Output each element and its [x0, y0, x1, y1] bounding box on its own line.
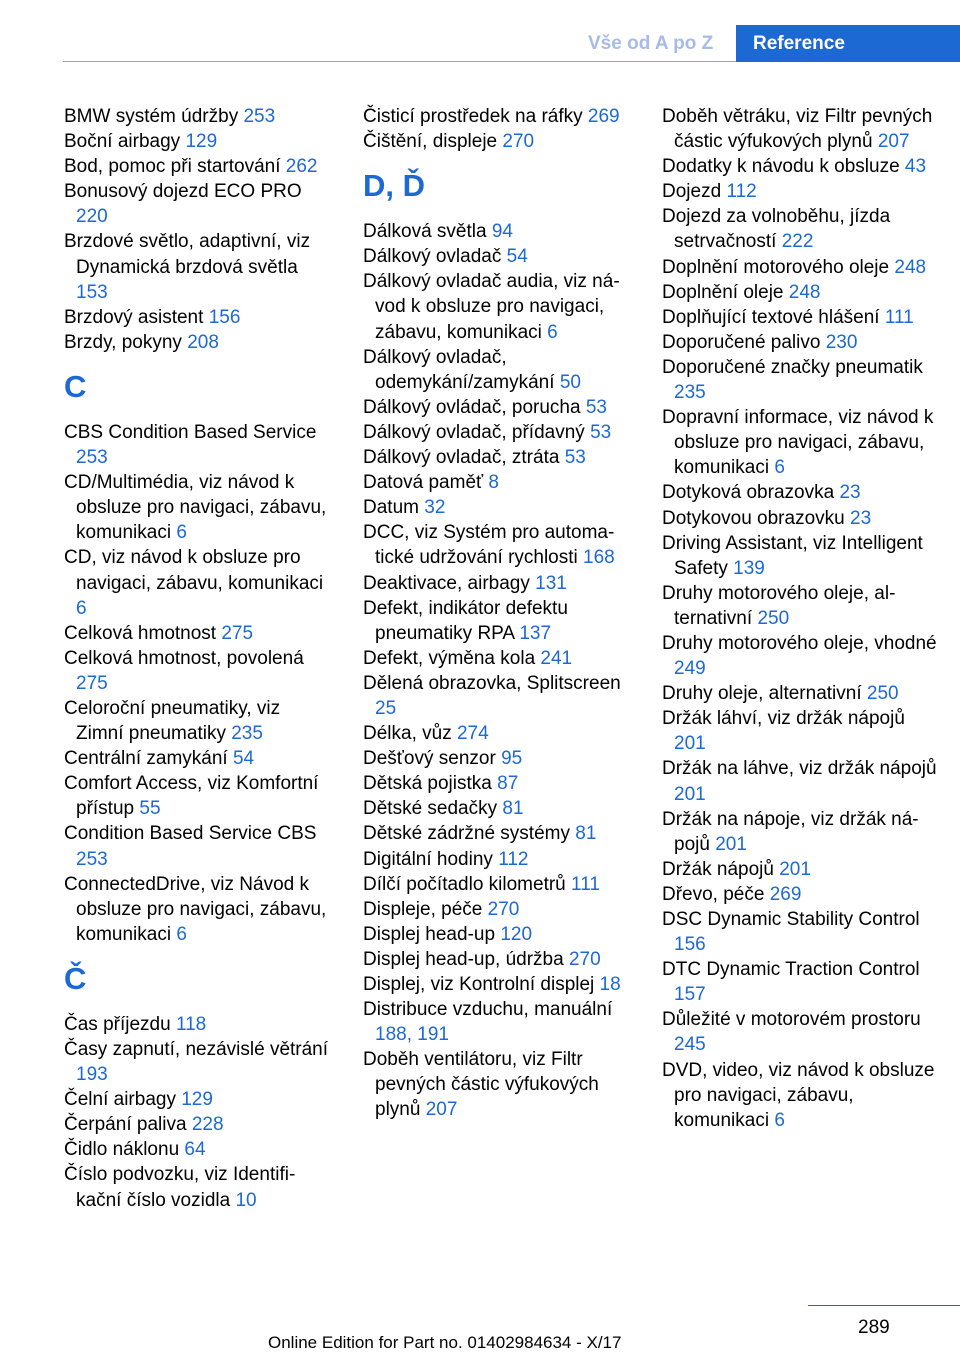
entry-term: Doplňující textové hlášení	[662, 306, 880, 328]
page-link[interactable]: 6	[76, 597, 87, 619]
entry-term: Držák láhví, viz držák nápojů	[662, 708, 905, 730]
page-link[interactable]: 153	[76, 281, 108, 303]
index-entry	[662, 531, 937, 581]
index-entry	[64, 1012, 329, 1037]
page-link[interactable]: 248	[788, 281, 821, 303]
page-link[interactable]: 241	[540, 647, 573, 669]
entry-term: CD/Multimédia, viz návod k obsluze pro navigaci, zábavu, komunikaci	[64, 472, 327, 544]
index-letter-heading: C	[64, 368, 87, 404]
index-entry	[363, 219, 628, 244]
page-link[interactable]: 235	[674, 382, 706, 404]
entry-term: Boční airbagy	[64, 131, 181, 153]
index-entry	[64, 129, 329, 154]
index-entry	[363, 495, 628, 520]
entry-term: Čisticí prostředek na ráfky	[363, 106, 583, 127]
index-entry	[363, 972, 628, 997]
entry-term: Čas příjezdu	[64, 1013, 171, 1035]
entry-term: Dětské sedačky	[363, 798, 498, 820]
entry-term: Časy zapnutí, nezávislé větrání	[64, 1039, 329, 1060]
index-entry	[363, 269, 628, 344]
entry-term: Distribuce vzduchu, manuální	[363, 999, 613, 1021]
page-link[interactable]: 6	[774, 1109, 785, 1131]
page-link[interactable]: 6	[547, 321, 558, 343]
entry-term: Defekt, indikátor defektu pneumatiky RPA	[363, 597, 568, 644]
entry-term: Dodatky k návodu k obsluze	[662, 156, 900, 178]
page-link[interactable]: 8	[488, 472, 499, 494]
page-link[interactable]: 275	[76, 672, 108, 694]
page-link[interactable]: 18	[599, 974, 621, 995]
index-entry	[363, 997, 628, 1047]
page-link[interactable]: 253	[76, 848, 108, 870]
entry-term: Bod, pomoc při startování	[64, 156, 281, 178]
index-entry	[363, 771, 628, 796]
index-entry	[363, 520, 628, 570]
entry-term: Displej head-up, údržba	[363, 948, 564, 970]
index-entry	[662, 706, 937, 756]
index-entry	[363, 821, 628, 846]
entry-term: Dálkový ovladač, odemykání/zamykání	[363, 346, 555, 393]
page-link[interactable]: 10	[235, 1189, 257, 1211]
page-link[interactable]: 87	[497, 773, 519, 795]
entry-term: Dálková světla	[363, 221, 487, 243]
page-link[interactable]: 262	[285, 156, 318, 178]
index-entry	[363, 897, 628, 922]
index-entry	[662, 330, 937, 355]
index-entry	[662, 154, 937, 179]
page-link[interactable]: 112	[498, 848, 529, 870]
index-entry	[64, 179, 329, 229]
page-number: 289	[858, 1317, 890, 1338]
page-link[interactable]: 269	[587, 106, 620, 127]
entry-term: Doporučené palivo	[662, 331, 821, 353]
entry-term: Brzdové světlo, adaptivní, viz Dynamická brzdová světla	[64, 231, 311, 278]
index-entry	[662, 957, 937, 1007]
entry-term: Celková hmotnost	[64, 622, 217, 644]
index-entry	[363, 244, 628, 269]
index-entry	[64, 771, 329, 821]
entry-term: Druhy oleje, alternativní	[662, 683, 862, 705]
entry-term: Displeje, péče	[363, 898, 483, 920]
page-link[interactable]: 32	[424, 497, 446, 519]
page-link[interactable]: 156	[208, 306, 241, 328]
page-link[interactable]: 25	[375, 697, 397, 719]
entry-term: CBS Condition Based Service	[64, 421, 317, 443]
entry-term: Displej head-up	[363, 923, 496, 945]
page-link[interactable]: 111	[571, 873, 600, 895]
page-link[interactable]: 269	[769, 883, 802, 905]
entry-term: ConnectedDrive, viz Návod k obsluze pro navigaci, zábavu, komunikaci	[64, 873, 327, 945]
page-link[interactable]: 118	[175, 1013, 207, 1035]
entry-term: Dálkový ovládač, porucha	[363, 396, 581, 418]
index-entry	[64, 470, 329, 545]
page-link[interactable]: 274	[456, 723, 489, 745]
index-entry	[363, 395, 628, 420]
page-link[interactable]: 249	[674, 658, 706, 680]
entry-term: Celoroční pneumatiky, viz Zimní pneumatiky	[64, 697, 281, 745]
index-entry	[64, 330, 329, 355]
index-entry	[64, 545, 329, 620]
section-tab[interactable]: Vše od A po Z	[588, 33, 714, 54]
entry-term: Důležité v motorovém prostoru	[662, 1009, 921, 1031]
entry-term: Deaktivace, airbagy	[363, 572, 530, 594]
index-entry	[662, 1007, 937, 1057]
entry-term: Dojezd	[662, 181, 722, 203]
index-entry	[662, 631, 937, 681]
entry-term: Dotykovou obrazovku	[662, 507, 845, 529]
page-link[interactable]: 53	[564, 447, 586, 469]
index-letter-heading: D, Ď	[363, 168, 425, 204]
page-link[interactable]: 207	[425, 1099, 458, 1121]
index-entry	[662, 104, 937, 154]
page-link[interactable]: 53	[590, 421, 612, 443]
page-link[interactable]: 43	[904, 156, 927, 178]
index-entry	[64, 872, 329, 947]
entry-term: Digitální hodiny	[363, 848, 493, 870]
index-entry	[64, 1037, 329, 1087]
index-entry	[363, 420, 628, 445]
index-entry	[662, 907, 937, 957]
index-entry	[662, 882, 937, 907]
index-entry	[662, 506, 937, 531]
entry-term: Dětská pojistka	[363, 773, 492, 795]
page-link[interactable]: 94	[491, 221, 513, 243]
index-entry	[64, 696, 329, 746]
index-entry	[662, 1058, 937, 1133]
page-link[interactable]: 50	[559, 371, 581, 393]
entry-term: BMW systém údržby	[64, 106, 239, 127]
entry-term: Čidlo náklonu	[64, 1139, 180, 1161]
page-link[interactable]: 23	[850, 507, 872, 529]
index-entry	[662, 255, 937, 280]
index-entry	[64, 305, 329, 330]
index-entry	[662, 179, 937, 204]
entry-term: Čerpání paliva	[64, 1114, 187, 1136]
page-link[interactable]: 54	[506, 246, 528, 268]
entry-term: Doplnění oleje	[662, 281, 784, 303]
entry-term: Dotyková obrazovka	[662, 482, 835, 504]
page-link[interactable]: 275	[221, 622, 254, 644]
entry-term: Doběh ventilátoru, viz Filtr pevných částic výfukových plynů	[363, 1049, 599, 1121]
page-link[interactable]: 207	[877, 131, 910, 153]
index-entry	[64, 1087, 329, 1112]
page-link[interactable]: 54	[232, 748, 255, 770]
index-entry	[363, 796, 628, 821]
page-link[interactable]: 250	[866, 683, 899, 705]
entry-term: DVD, video, viz návod k obsluze pro navigaci, zábavu, komunikaci	[662, 1059, 935, 1131]
index-entry	[64, 621, 329, 646]
index-column-3	[662, 104, 937, 1133]
index-entry	[363, 847, 628, 872]
page-link[interactable]: 230	[825, 331, 858, 353]
page-link[interactable]: 201	[779, 858, 811, 880]
index-entry	[363, 345, 628, 395]
entry-term: Čelní airbagy	[64, 1089, 176, 1111]
page-link[interactable]: 112	[726, 181, 757, 203]
index-entry	[662, 355, 937, 405]
page-link[interactable]: 248	[894, 256, 927, 278]
entry-term: Bonusový dojezd ECO PRO	[64, 181, 302, 203]
entry-term: CD, viz návod k obsluze pro navigaci, zábavu, komunikaci	[64, 547, 324, 594]
entry-term: Druhy motorového oleje, alternativní	[662, 582, 896, 629]
footer-rule	[808, 1305, 960, 1306]
entry-term: Dílčí počítadlo kilometrů	[363, 873, 566, 895]
page-link[interactable]: 168	[583, 547, 615, 569]
entry-term: Dělená obrazovka, Splitscreen	[363, 672, 621, 694]
page-link[interactable]: 201	[715, 833, 747, 855]
index-entry	[662, 204, 937, 254]
index-entry	[363, 104, 628, 129]
edition-note: Online Edition for Part no. 01402984634 - X/17	[268, 1333, 622, 1352]
page-link[interactable]: 23	[839, 482, 861, 504]
page-link[interactable]: 235	[231, 723, 263, 745]
page-link[interactable]: 131	[535, 572, 567, 594]
page-link[interactable]: 157	[674, 984, 706, 1006]
page-link[interactable]: 139	[733, 557, 765, 579]
index-entry	[363, 947, 628, 972]
index-entry	[662, 807, 937, 857]
page-link[interactable]: 222	[781, 231, 814, 253]
index-letter-heading: Č	[64, 960, 87, 996]
entry-term: Centrální zamykání	[64, 748, 228, 770]
index-entry	[363, 721, 628, 746]
entry-term: Dálkový ovladač audia, viz návod k obsluze pro navigaci, zábavu, komunikaci	[363, 271, 620, 343]
entry-term: Dojezd za volnoběhu, jízda setrvačností	[662, 206, 891, 253]
index-entry	[64, 229, 329, 304]
page-link[interactable]: 81	[575, 823, 597, 845]
index-entry	[64, 646, 329, 696]
page-link[interactable]: 270	[502, 131, 535, 153]
index-column-1	[64, 104, 329, 1213]
page-link[interactable]: 253	[76, 447, 108, 469]
page-link[interactable]: 111	[884, 306, 914, 328]
page-link[interactable]: 193	[76, 1064, 108, 1086]
page-link[interactable]: 129	[185, 131, 218, 153]
index-entry	[662, 305, 937, 330]
entry-term: Datová paměť	[363, 472, 484, 494]
entry-term: DCC, viz Systém pro automatické udržování rychlosti	[363, 522, 615, 569]
entry-term: Driving Assistant, viz Intelligent Safety	[662, 532, 923, 579]
entry-term: Dopravní informace, viz návod k obsluze pro navigaci, zábavu, komunikaci	[662, 407, 934, 479]
entry-term: Condition Based Service CBS	[64, 823, 317, 845]
entry-term: Displej, viz Kontrolní displej	[363, 974, 595, 995]
page-link[interactable]: 64	[184, 1139, 206, 1161]
entry-term: Doběh větráku, viz Filtr pevných částic výfukových plynů	[662, 106, 933, 153]
page-link[interactable]: 6	[176, 923, 187, 945]
index-entry	[64, 1112, 329, 1137]
entry-term: Brzdy, pokyny	[64, 331, 182, 353]
page-link[interactable]: 95	[501, 748, 523, 770]
page-link[interactable]: 208	[187, 331, 219, 353]
index-entry	[363, 646, 628, 671]
index-entry	[363, 470, 628, 495]
index-entry	[363, 872, 628, 897]
page-link[interactable]: 137	[519, 622, 552, 644]
index-entry	[662, 480, 937, 505]
page-link[interactable]: 6	[176, 522, 187, 544]
entry-term: Dálkový ovladač, ztráta	[363, 447, 560, 469]
page-link[interactable]: 156	[674, 934, 706, 956]
page-link[interactable]: 250	[757, 607, 790, 629]
entry-term: Dálkový ovladač, přídavný	[363, 421, 585, 443]
index-entry	[662, 280, 937, 305]
entry-term: Čištění, displeje	[363, 131, 498, 153]
index-entry	[662, 857, 937, 882]
page-link[interactable]: 220	[76, 206, 108, 228]
index-entry	[363, 746, 628, 771]
entry-term: DSC Dynamic Stability Control	[662, 909, 920, 930]
index-entry	[64, 821, 329, 871]
page-link[interactable]: 228	[191, 1114, 224, 1136]
index-entry	[363, 671, 628, 721]
page-link[interactable]: 270	[487, 898, 520, 920]
page-link[interactable]: 245	[674, 1034, 706, 1056]
entry-term: Doplnění motorového oleje	[662, 256, 890, 278]
page-link[interactable]: 55	[139, 798, 161, 820]
active-tab-reference[interactable]: Reference	[736, 25, 960, 62]
entry-term: Brzdový asistent	[64, 306, 204, 328]
entry-term: Držák na nápoje, viz držák nápojů	[662, 808, 919, 855]
entry-term: Dřevo, péče	[662, 883, 765, 905]
index-entry	[64, 1162, 329, 1212]
entry-term: Defekt, výměna kola	[363, 647, 536, 669]
index-entry	[662, 581, 937, 631]
index-entry	[64, 1137, 329, 1162]
page-link[interactable]: 120	[500, 923, 533, 945]
page-link[interactable]: 53	[585, 396, 607, 418]
page-link[interactable]: 270	[568, 948, 601, 970]
index-entry	[662, 681, 937, 706]
entry-term: Datum	[363, 497, 419, 519]
entry-term: Držák nápojů	[662, 858, 774, 880]
entry-term: Délka, vůz	[363, 723, 452, 745]
entry-term: Číslo podvozku, viz Identifikační číslo vozidla	[64, 1164, 296, 1211]
index-entry	[64, 154, 329, 179]
page-link[interactable]: 201	[674, 733, 706, 755]
entry-term: Celková hmotnost, povolená	[64, 647, 304, 669]
page-link[interactable]: 129	[181, 1089, 213, 1111]
index-entry	[363, 129, 628, 154]
page-link[interactable]: 81	[502, 798, 524, 820]
entry-term: Druhy motorového oleje, vhodné	[662, 632, 937, 654]
index-entry	[64, 104, 329, 129]
index-column-2	[363, 104, 628, 1123]
entry-term: Dešťový senzor	[363, 748, 496, 770]
entry-term: Doporučené značky pneumatik	[662, 356, 923, 378]
page-link[interactable]: 6	[774, 457, 785, 479]
index-entry	[363, 571, 628, 596]
page-link[interactable]: 201	[674, 783, 706, 805]
entry-term: Držák na láhve, viz držák nápojů	[662, 758, 937, 780]
index-entry	[363, 1047, 628, 1122]
entry-term: Dálkový ovladač	[363, 246, 502, 268]
index-entry	[662, 405, 937, 480]
index-entry	[64, 420, 329, 470]
index-entry	[363, 596, 628, 646]
entry-term: DTC Dynamic Traction Control	[662, 959, 920, 981]
index-entry	[363, 922, 628, 947]
entry-term: Comfort Access, viz Komfortní přístup	[64, 773, 319, 820]
entry-term: Dětské zádržné systémy	[363, 823, 570, 845]
index-entry	[662, 756, 937, 806]
index-entry	[64, 746, 329, 771]
page-link[interactable]: 188, 191	[375, 1024, 449, 1046]
index-entry	[363, 445, 628, 470]
page-link[interactable]: 253	[243, 106, 276, 127]
